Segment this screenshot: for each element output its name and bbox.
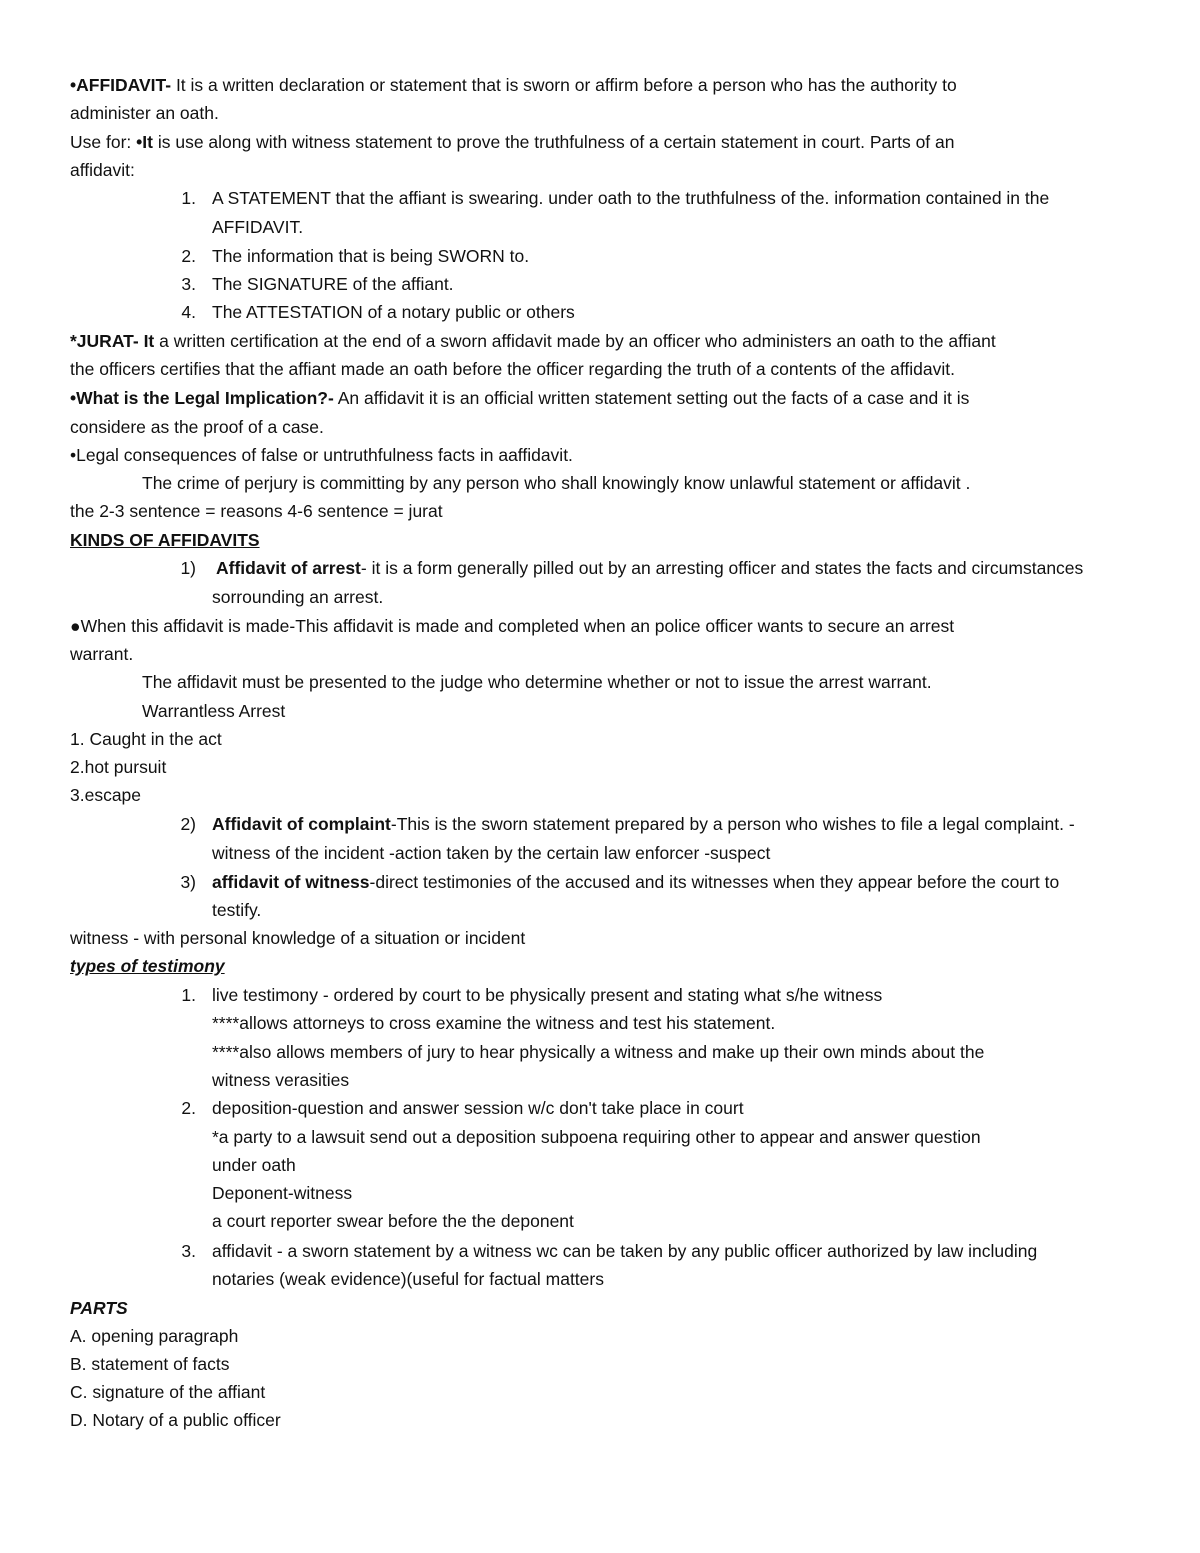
when-made-line-1: ●When this affidavit is made-This affidavit is made and completed when an police officer wants to secure an arrest — [70, 616, 955, 636]
list-text: The ATTESTATION of a notary public or others — [212, 302, 575, 322]
kinds-heading: KINDS OF AFFIDAVITS — [70, 530, 260, 550]
kind-complaint-text: -This is the sworn statement prepared by a person who wishes to file a legal complaint. - — [390, 814, 1075, 834]
live-note: witness verasities — [212, 1070, 350, 1090]
list-text: AFFIDAVIT. — [212, 217, 304, 237]
list-number: 1. — [181, 188, 196, 208]
legal-consequences: •Legal consequences of false or untruthfulness facts in aaffidavit. — [70, 445, 573, 465]
list-number: 3) — [180, 872, 196, 892]
list-text: The information that is being SWORN to. — [212, 246, 530, 266]
use-for-text: is use along with witness statement to prove the truthfulness of a certain statement in court. Parts of an — [152, 132, 955, 152]
list-text: notaries (weak evidence)(useful for factual matters — [212, 1269, 604, 1289]
sentence-note: the 2-3 sentence = reasons 4-6 sentence = jurat — [70, 501, 443, 521]
kind-arrest-content — [216, 554, 1083, 582]
presented-text: The affidavit must be presented to the judge who determine whether or not to issue the arrest warrant. — [142, 672, 932, 692]
affidavit-definition-text: It is a written declaration or statement that is sworn or affirm before a person who has the authority to — [171, 75, 957, 95]
kind-arrest-text-2: sorrounding an arrest. — [212, 587, 384, 607]
deposition-note: Deponent-witness — [212, 1183, 353, 1203]
kind-arrest-text: - it is a form generally pilled out by an arresting officer and states the facts and circumstances — [360, 558, 1084, 578]
use-for-bullet: •It — [136, 132, 153, 152]
kind-witness-text-2: testify. — [212, 900, 262, 920]
legal-implication-text: An affidavit it is an official written statement setting out the facts of a case and it is — [333, 388, 970, 408]
kind-witness-heading: affidavit of witness — [212, 872, 370, 892]
jurat-line-2: the officers certifies that the affiant made an oath before the officer regarding the truth of a contents of the affidavit. — [70, 359, 955, 379]
warrantless-item: 1. Caught in the act — [70, 729, 222, 749]
affidavit-definition-line-1 — [70, 71, 1138, 99]
list-text: A STATEMENT that the affiant is swearing. under oath to the truthfulness of the. information contained in the — [212, 188, 1050, 208]
witness-definition: witness - with personal knowledge of a situation or incident — [70, 928, 526, 948]
perjury-text: The crime of perjury is committing by any person who shall knowingly know unlawful statement or affidavit . — [142, 473, 971, 493]
kind-arrest-heading: Affidavit of arrest — [216, 558, 361, 578]
list-number: 1) — [180, 558, 196, 578]
live-note: ****also allows members of jury to hear physically a witness and make up their own minds about the — [212, 1042, 985, 1062]
legal-implication-line-1 — [70, 384, 1138, 412]
jurat-heading: *JURAT- It — [70, 331, 155, 351]
testimony-heading: types of testimony — [70, 956, 225, 976]
list-number: 3. — [181, 274, 196, 294]
legal-implication-line-2: considere as the proof of a case. — [70, 417, 324, 437]
list-number: 2. — [181, 1098, 196, 1118]
list-number: 3. — [181, 1241, 196, 1261]
jurat-text: a written certification at the end of a sworn affidavit made by an officer who administers an oath to the affiant — [154, 331, 996, 351]
list-number: 2. — [181, 246, 196, 266]
kind-complaint-text-2: witness of the incident -action taken by the certain law enforcer -suspect — [212, 843, 771, 863]
list-number: 1. — [181, 985, 196, 1005]
warrantless-heading: Warrantless Arrest — [142, 701, 286, 721]
kind-complaint-heading: Affidavit of complaint — [212, 814, 391, 834]
use-for-line-2: affidavit: — [70, 160, 135, 180]
affidavit-definition-line-2: administer an oath. — [70, 103, 219, 123]
warrantless-item: 3.escape — [70, 785, 142, 805]
affidavit-heading: •AFFIDAVIT- — [70, 75, 172, 95]
list-text: The SIGNATURE of the affiant. — [212, 274, 454, 294]
list-number: 4. — [181, 302, 196, 322]
deposition-note: under oath — [212, 1155, 296, 1175]
deposition-note: *a party to a lawsuit send out a deposition subpoena requiring other to appear and answer question — [212, 1127, 981, 1147]
legal-implication-heading: •What is the Legal Implication?- — [70, 388, 334, 408]
warrantless-item: 2.hot pursuit — [70, 757, 167, 777]
list-text: live testimony - ordered by court to be physically present and stating what s/he witness — [212, 985, 883, 1005]
list-text: deposition-question and answer session w/c don't take place in court — [212, 1098, 744, 1118]
use-for-label: Use for: — [70, 132, 137, 152]
deposition-note: a court reporter swear before the the deponent — [212, 1211, 574, 1231]
kind-witness-content — [212, 868, 1059, 896]
when-made-line-2: warrant. — [70, 644, 134, 664]
list-text: affidavit - a sworn statement by a witness wc can be taken by any public officer authorized by law including — [212, 1241, 1038, 1261]
jurat-line-1 — [70, 327, 1138, 355]
parts-item: B. statement of facts — [70, 1354, 230, 1374]
parts-item: D. Notary of a public officer — [70, 1410, 281, 1430]
parts-heading: PARTS — [70, 1298, 128, 1318]
kind-complaint-content — [212, 810, 1075, 838]
list-number: 2) — [180, 814, 196, 834]
parts-item: C. signature of the affiant — [70, 1382, 266, 1402]
live-note: ****allows attorneys to cross examine the witness and test his statement. — [212, 1013, 776, 1033]
kind-witness-text: -direct testimonies of the accused and its witnesses when they appear before the court to — [369, 872, 1060, 892]
use-for-line-1 — [70, 128, 1138, 156]
parts-item: A. opening paragraph — [70, 1326, 239, 1346]
